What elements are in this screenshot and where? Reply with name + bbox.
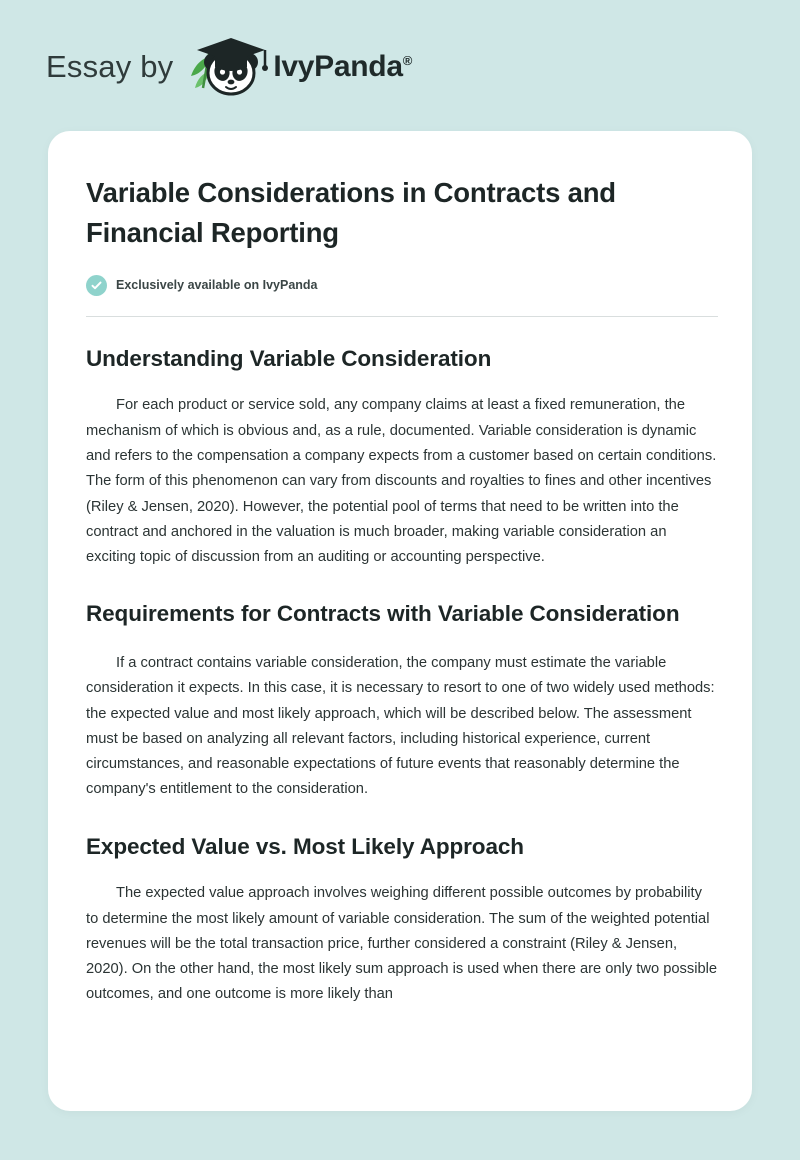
- section-paragraph-requirements: If a contract contains variable consideration, the company must estimate the variable consideration it expects. In this case, it is necessary to resort to one of two widely used methods: the expected value and most likely approach, which will be described below. The assessment must be based on analyzing all relevant factors, including historical experience, current circumstances, and reasonable expectations of future events that reasonably determine the company's entitlement to the consideration.: [86, 654, 715, 798]
- site-header: [0, 0, 800, 98]
- brand-logo[interactable]: [185, 36, 412, 98]
- brand-name-label: IvyPanda®: [273, 50, 412, 83]
- document-card: [48, 131, 752, 1111]
- header-divider: [86, 316, 718, 317]
- page-title: Variable Considerations in Contracts and Financial Reporting: [86, 177, 616, 248]
- check-circle-icon: [86, 275, 107, 296]
- registered-mark: ®: [402, 53, 412, 68]
- section-paragraph-understanding: For each product or service sold, any company claims at least a fixed remuneration, the mechanism of which is obvious and, as a rule, documented. Variable consideration is dynamic and refers to the compensation a company expects from a customer based on certain conditions. The form of this phenomenon can vary from discounts and royalties to fines and other incentives (Riley & Jensen, 2020). However, the potential pool of terms that need to be written into the contract and anchored in the valuation is much broader, making variable consideration an exciting topic of discussion from an auditing or accounting perspective.: [86, 397, 717, 566]
- essay-by-label: Essay by: [46, 49, 174, 84]
- section-heading-understanding: Understanding Variable Consideration: [86, 345, 492, 371]
- panda-graduate-logo-icon: [185, 36, 277, 98]
- section-heading-expected-value: Expected Value vs. Most Likely Approach: [86, 833, 524, 859]
- section-paragraph-expected-value: The expected value approach involves weighing different possible outcomes by probability to determine the most likely amount of variable consideration. The sum of the weighted potential revenues will be the total transaction price, further considered a constraint (Riley & Jensen, 2020). On the other hand, the most likely sum approach is used when there are only two possible outcomes, and one outcome is more likely than: [86, 885, 718, 1003]
- exclusivity-label: Exclusively available on IvyPanda: [116, 278, 318, 293]
- section-heading-requirements: Requirements for Contracts with Variable Consideration: [86, 601, 680, 627]
- exclusivity-badge: [86, 275, 718, 296]
